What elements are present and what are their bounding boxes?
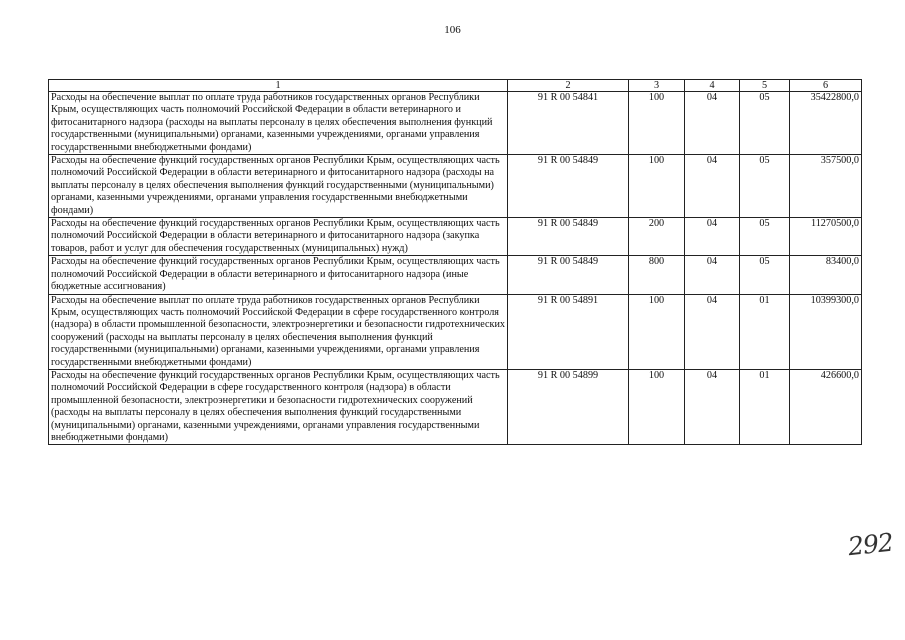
subsection-cell: 05 [740, 92, 790, 155]
subsection-cell: 05 [740, 256, 790, 294]
expense-type-cell: 800 [629, 256, 685, 294]
budget-code-cell: 91 R 00 54849 [508, 218, 629, 256]
expense-name-cell: Расходы на обеспечение выплат по оплате труда работников государственных органов Республики Крым, осуществляющих часть полномочий Российской Федерации в области ветеринарного и фитосанитарного надзора (расходы на выплаты персоналу в целях обеспечения выполнения функций государственными (муниципальными) органами, казенными учреждениями, органами управления государственными внебюджетными фондами) [49, 92, 508, 155]
section-cell: 04 [685, 218, 740, 256]
subsection-cell: 05 [740, 218, 790, 256]
budget-code-cell: 91 R 00 54841 [508, 92, 629, 155]
handwritten-page-mark: 292 [846, 527, 895, 562]
budget-table [48, 79, 862, 445]
table-row [49, 218, 862, 256]
expense-name-cell: Расходы на обеспечение функций государственных органов Республики Крым, осуществляющих часть полномочий Российской Федерации в области ветеринарного и фитосанитарного надзора (расходы на выплаты персоналу в целях обеспечения выполнения функций государственными (муниципальными) органами, казенными учреждениями, органами управления государственными внебюджетными фондами) [49, 155, 508, 218]
section-cell: 04 [685, 369, 740, 444]
amount-cell: 426600,0 [790, 369, 862, 444]
amount-cell: 35422800,0 [790, 92, 862, 155]
amount-cell: 10399300,0 [790, 294, 862, 369]
amount-cell: 357500,0 [790, 155, 862, 218]
column-header: 5 [740, 80, 790, 92]
subsection-cell: 05 [740, 155, 790, 218]
column-header: 1 [49, 80, 508, 92]
page-number: 106 [444, 24, 461, 36]
table-row [49, 369, 862, 444]
table-row [49, 92, 862, 155]
column-header: 2 [508, 80, 629, 92]
budget-code-cell: 91 R 00 54899 [508, 369, 629, 444]
section-cell: 04 [685, 256, 740, 294]
column-header: 4 [685, 80, 740, 92]
expense-type-cell: 100 [629, 155, 685, 218]
section-cell: 04 [685, 92, 740, 155]
expense-name-cell: Расходы на обеспечение выплат по оплате труда работников государственных органов Республики Крым, осуществляющих часть полномочий Российской Федерации в сфере государственного контроля (надзора) в области промышленной безопасности, электроэнергетики и безопасности гидротехнических сооружений (расходы на выплаты персоналу в целях обеспечения выполнения функций государственными (муниципальными) органами, казенными учреждениями, органами управления государственными внебюджетными фондами) [49, 294, 508, 369]
expense-type-cell: 200 [629, 218, 685, 256]
column-header: 6 [790, 80, 862, 92]
expense-name-cell: Расходы на обеспечение функций государственных органов Республики Крым, осуществляющих часть полномочий Российской Федерации в области ветеринарного и фитосанитарного надзора (закупка товаров, работ и услуг для обеспечения государственных (муниципальных) нужд) [49, 218, 508, 256]
column-header: 3 [629, 80, 685, 92]
expense-name-cell: Расходы на обеспечение функций государственных органов Республики Крым, осуществляющих часть полномочий Российской Федерации в сфере государственного контроля (надзора) в области промышленной безопасности, электроэнергетики и безопасности гидротехнических сооружений (расходы на выплаты персоналу в целях обеспечения выполнения функций государственными (муниципальными) органами, казенными учреждениями, органами управления государственными внебюджетными фондами) [49, 369, 508, 444]
expense-type-cell: 100 [629, 92, 685, 155]
budget-code-cell: 91 R 00 54849 [508, 256, 629, 294]
budget-code-cell: 91 R 00 54891 [508, 294, 629, 369]
amount-cell: 83400,0 [790, 256, 862, 294]
section-cell: 04 [685, 294, 740, 369]
table-header-row [49, 80, 862, 92]
amount-cell: 11270500,0 [790, 218, 862, 256]
expense-name-cell: Расходы на обеспечение функций государственных органов Республики Крым, осуществляющих часть полномочий Российской Федерации в области ветеринарного и фитосанитарного надзора (иные бюджетные ассигнования) [49, 256, 508, 294]
table-row [49, 155, 862, 218]
budget-code-cell: 91 R 00 54849 [508, 155, 629, 218]
table-row [49, 294, 862, 369]
subsection-cell: 01 [740, 294, 790, 369]
subsection-cell: 01 [740, 369, 790, 444]
expense-type-cell: 100 [629, 294, 685, 369]
section-cell: 04 [685, 155, 740, 218]
table-row [49, 256, 862, 294]
expense-type-cell: 100 [629, 369, 685, 444]
